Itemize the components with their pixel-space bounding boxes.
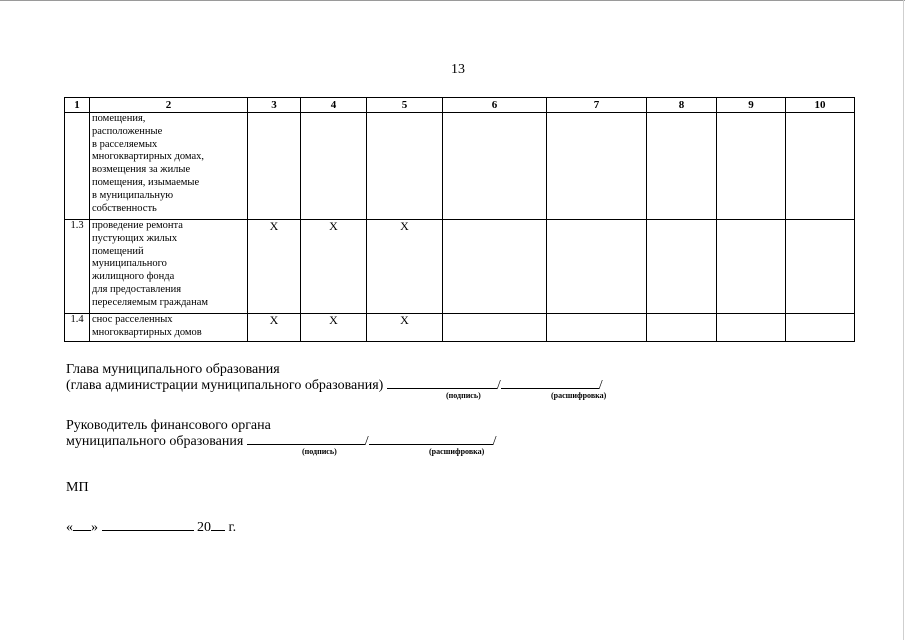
cell-col9: [717, 220, 786, 314]
cell-col3: Х: [248, 314, 301, 342]
column-header: 10: [786, 98, 855, 113]
cell-col4: Х: [301, 314, 367, 342]
finance-signature-line: [247, 432, 365, 445]
row-description: снос расселенных многоквартирных домов: [90, 314, 248, 342]
right-edge-line: [903, 0, 904, 640]
budget-table: [64, 97, 855, 342]
cell-col6: [443, 113, 547, 220]
cell-col9: [717, 314, 786, 342]
date-close-quote: »: [91, 520, 98, 535]
cell-col3: Х: [248, 220, 301, 314]
column-header: 4: [301, 98, 367, 113]
column-header: 5: [367, 98, 443, 113]
row-number: [65, 113, 90, 220]
cell-col8: [647, 220, 717, 314]
cell-col10: [786, 220, 855, 314]
column-header: 6: [443, 98, 547, 113]
row-number: 1.4: [65, 314, 90, 342]
cell-col10: [786, 314, 855, 342]
month-blank: [102, 518, 194, 531]
cell-col5: Х: [367, 220, 443, 314]
head-decode-caption: (расшифровка): [551, 391, 607, 400]
cell-col7: [547, 220, 647, 314]
cell-col9: [717, 113, 786, 220]
table-row: [65, 314, 855, 342]
head-decode-line: [501, 376, 599, 389]
head-signature-line: [387, 376, 497, 389]
separator-slash: /: [364, 434, 369, 449]
separator-slash: /: [492, 434, 497, 449]
top-edge-line: [0, 0, 905, 1]
cell-col6: [443, 220, 547, 314]
column-header: 7: [547, 98, 647, 113]
column-header: 8: [647, 98, 717, 113]
year-blank: [211, 518, 225, 531]
cell-col8: [647, 314, 717, 342]
cell-col8: [647, 113, 717, 220]
date-line: [66, 518, 236, 535]
head-title-line1: Глава муниципального образования: [66, 362, 280, 377]
cell-col10: [786, 113, 855, 220]
finance-decode-caption: (расшифровка): [429, 447, 485, 456]
year-prefix: 20: [197, 520, 211, 535]
cell-col5: [367, 113, 443, 220]
column-header: 1: [65, 98, 90, 113]
row-description: помещения, расположенные в расселяемых многоквартирных домах, возмещения за жилые помещения, изымаемые в муниципальную собственность: [90, 113, 248, 220]
column-header: 2: [90, 98, 248, 113]
separator-slash: /: [496, 378, 501, 393]
table-row: [65, 113, 855, 220]
cell-col5: Х: [367, 314, 443, 342]
day-blank: [73, 518, 91, 531]
head-title-line2: [66, 376, 603, 393]
cell-col4: Х: [301, 220, 367, 314]
finance-sign-caption: (подпись): [302, 447, 337, 456]
table-header-row: [65, 98, 855, 113]
head-sign-caption: (подпись): [446, 391, 481, 400]
page-number: 13: [451, 62, 465, 77]
head-title-line2-text: (глава администрации муниципального образования): [66, 378, 384, 393]
seal-label: МП: [66, 480, 89, 495]
finance-decode-line: [369, 432, 493, 445]
finance-title-line1: Руководитель финансового органа: [66, 418, 271, 433]
column-header: 9: [717, 98, 786, 113]
table-row: [65, 220, 855, 314]
separator-slash: /: [598, 378, 603, 393]
cell-col4: [301, 113, 367, 220]
cell-col3: [248, 113, 301, 220]
finance-title-line2-text: муниципального образования: [66, 434, 244, 449]
date-open-quote: «: [66, 520, 73, 535]
row-number: 1.3: [65, 220, 90, 314]
year-suffix: г.: [228, 520, 237, 535]
column-header: 3: [248, 98, 301, 113]
cell-col7: [547, 113, 647, 220]
row-description: проведение ремонта пустующих жилых помещений муниципального жилищного фонда для предоставления переселяемым гражданам: [90, 220, 248, 314]
cell-col6: [443, 314, 547, 342]
cell-col7: [547, 314, 647, 342]
